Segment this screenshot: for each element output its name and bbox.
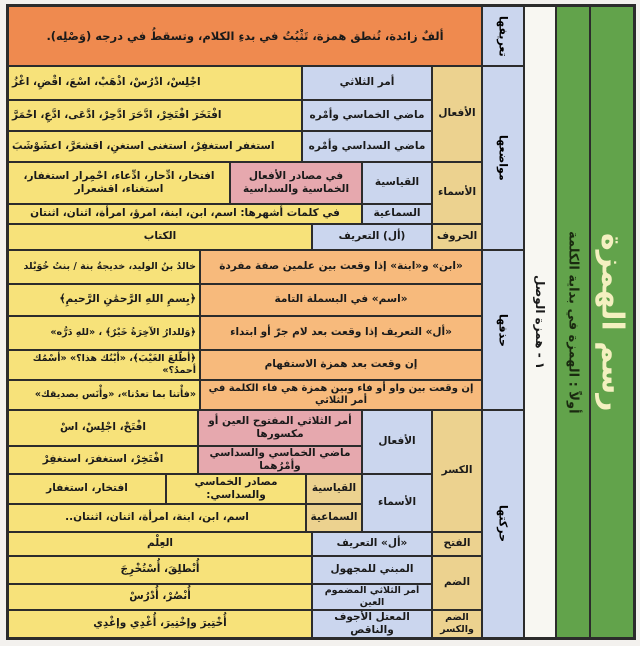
kasr-verb-cat-2: ماضي الخماسي والسداسي وأمْرُهما — [198, 446, 362, 474]
deletion-rule-3: «أل» التعريف إذا وقعت بعد لام جرّ أو ابتداء — [200, 316, 482, 350]
deletion-rule-5: إن وقعت بين واو أو فاء وبين همزة هي فاء الكلمة في أمر الثلاثي — [200, 380, 482, 410]
verb-ex-1: اجْلِسْ، ادْرُسْ، اذْهَبْ، اسْعَ، اقْضِ، اغْزُ — [8, 66, 302, 100]
kasr-verb-cat-1: أمر الثلاثي المفتوح العين أو مكسورها — [198, 410, 362, 446]
section-positions: مواضعها — [482, 66, 524, 250]
kasr-verb-ex-1: افْتَحْ، اجْلِسْ، اسْ — [8, 410, 198, 446]
deletion-ex-5: «فأْتنا بما تعدُنا»، «وأْنَس بصديقك» — [8, 380, 200, 410]
damm-cat-1: المبني للمجهول — [312, 556, 432, 584]
kasr-nouns-label: الأسماء — [362, 474, 432, 532]
deletion-ex-2: ﴿بِسمِ اللهِ الرَّحمَٰنِ الرَّحيمِ﴾ — [8, 284, 200, 316]
samaiya-label: السماعية — [362, 204, 432, 224]
kasr-verbs-label: الأفعال — [362, 410, 432, 474]
kasr-qiyas-cat: مصادر الخماسي والسداسي: — [166, 474, 306, 504]
deletion-rule-2: «اسم» في البسملة التامة — [200, 284, 482, 316]
page — [4, 4, 636, 642]
damm-cat-2: أمر الثلاثي المضموم العين — [312, 584, 432, 610]
outer-border — [6, 4, 636, 640]
subtitle: أولاً : الهمزة في بداية الكلمة — [565, 230, 581, 414]
verb-ex-2: افْتَخَرَ افْتَخِرْ، ادَّحَرَ ادَّحِرْ، ادَّعَى، ادَّعِ، احْمَرَّ — [8, 100, 302, 131]
kasr-samaiya-label: السماعية — [306, 504, 362, 532]
damm-ex-1: أُنْطلِقَ، أُسْتُخْرِجَ — [8, 556, 312, 584]
section-deletion: حذفها — [482, 250, 524, 410]
kasr-qiyas-ex: افتخار، استغفار — [8, 474, 166, 504]
damm-kasr-cat: المعتل الأجوف والناقص — [312, 610, 432, 638]
qiyasia-where: في مصادر الأفعال الخماسية والسداسية — [230, 162, 362, 204]
fath-cat: «أل» التعريف — [312, 532, 432, 556]
fath-label: الفتح — [432, 532, 482, 556]
verb-cat-2: ماضي الخماسي وأمْره — [302, 100, 432, 131]
letters-label: الحروف — [432, 224, 482, 250]
letters-example: الكتاب — [8, 224, 312, 250]
deletion-ex-3: ﴿وَللدارُ الآخِرَةُ خَيْرٌ﴾ ، «للهِ دَرُّه» — [8, 316, 200, 350]
deletion-ex-4: ﴿أطّلعَ الغَيْبَ﴾، «أبْنُك هذا؟» «أسْمُك أحمدُ؟» — [8, 350, 200, 380]
nouns-label: الأسماء — [432, 162, 482, 224]
fath-example: العِلْم — [8, 532, 312, 556]
deletion-rule-1: «ابن» و«ابنة» إذا وقعت بين علمين صفة مفردة — [200, 250, 482, 284]
section-vowels: حركتها — [482, 410, 524, 638]
kasr-qiyasia-label: القياسية — [306, 474, 362, 504]
damm-label: الضم — [432, 556, 482, 610]
kasr-samaa-ex: اسم، ابن، ابنة، امرأة، اثنان، اثنتان.. — [8, 504, 306, 532]
kasr-verb-ex-2: افْتَخِرْ، استغفرَ، استغفِرْ — [8, 446, 198, 474]
damm-ex-2: أُنْصُرْ، أُدْرُسْ — [8, 584, 312, 610]
verb-cat-3: ماضي السداسي وأمْره — [302, 131, 432, 162]
verbs-label: الأفعال — [432, 66, 482, 162]
letters-cat: (أل) التعريف — [312, 224, 432, 250]
damm-kasr-label: الضم والكسر — [432, 610, 482, 638]
deletion-ex-1: خالدُ بنُ الوليد، خديجةُ بنة / بنتُ خُوَيْلد — [8, 250, 200, 284]
deletion-rule-4: إن وقعت بعد همزة الاستفهام — [200, 350, 482, 380]
verb-cat-1: أمر الثلاثي — [302, 66, 432, 100]
wasl-label: ١ - همزة الوصل — [533, 274, 547, 370]
section-definition: تعريفها — [482, 6, 524, 66]
qiyasia-examples: افتخار، ادِّحار، ادِّعاء، احْمِرار استغفار، استغناء، اقشعرار — [8, 162, 230, 204]
qiyasia-label: القياسية — [362, 162, 432, 204]
kasr-label: الكسر — [432, 410, 482, 532]
samaiya-examples: في كلمات أشهرها: اسم، ابن، ابنة، امرؤ، امرأة، اثنان، اثنتان — [8, 204, 362, 224]
verb-ex-3: استغفر استغفِرْ، استغنى استغنِ، اقشعَرَّ، اعشَوْشَبَ — [8, 131, 302, 162]
damm-kasr-example: أُخْتِيرَ وإخْتِيرَ، أُغْدِي وإغْدِي — [8, 610, 312, 638]
main-title: رسم الهمزة — [594, 232, 630, 412]
definition-text: ألفٌ زائدة، تُنطق همزة، تَثْبُتُ في بدءِ الكلام، وتسقطُ في درجه (وَصْلِه). — [8, 6, 482, 66]
